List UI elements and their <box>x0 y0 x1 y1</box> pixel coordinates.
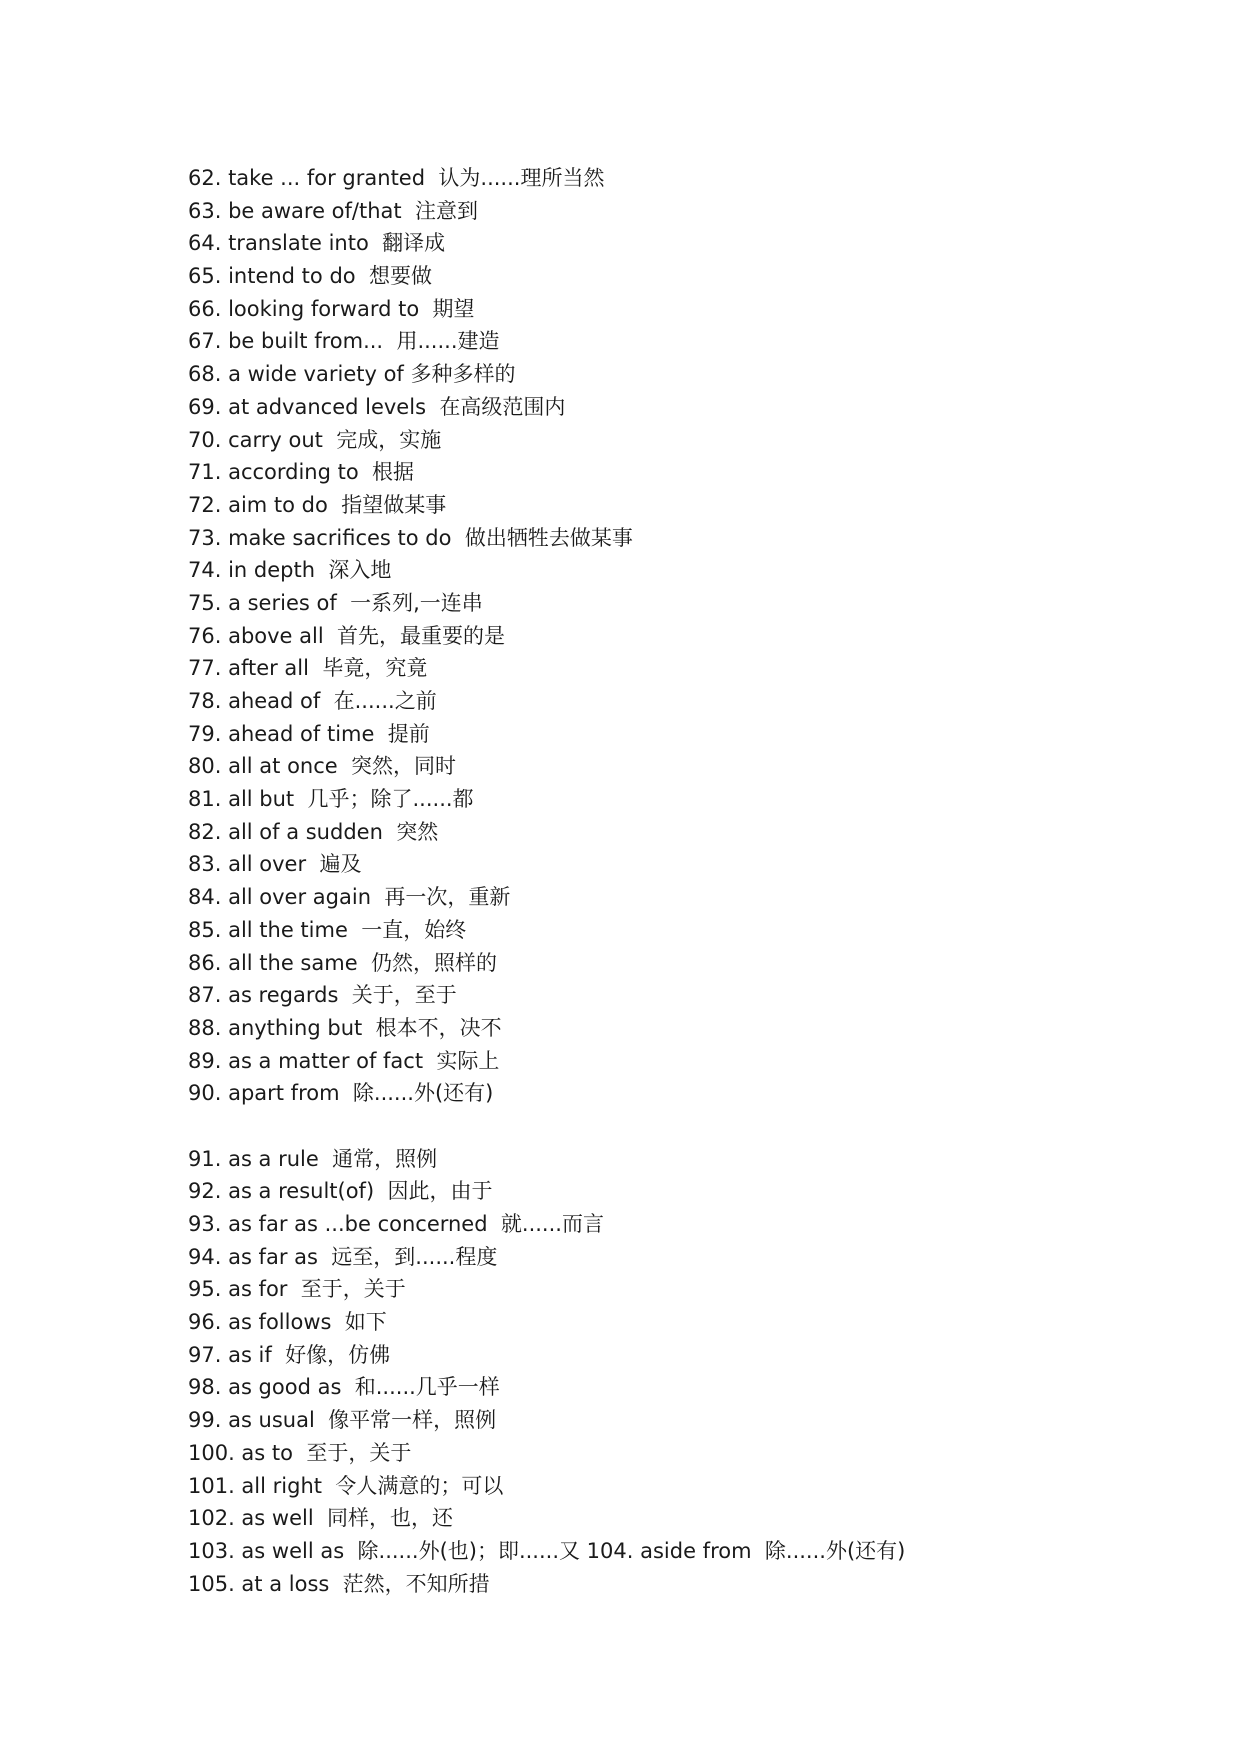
list-item: 97. as if 好像，仿佛 <box>188 1342 391 1367</box>
list-item: 87. as regards 关于，至于 <box>188 983 457 1008</box>
list-item: 91. as a rule 通常，照例 <box>188 1146 438 1171</box>
list-item: 69. at advanced levels 在高级范围内 <box>188 394 566 419</box>
list-item: 89. as a matter of fact 实际上 <box>188 1048 500 1073</box>
list-item: 86. all the same 仍然，照样的 <box>188 950 497 975</box>
list-item: 85. all the time 一直，始终 <box>188 917 467 942</box>
list-item: 93. as far as ...be concerned 就......而言 <box>188 1212 604 1236</box>
list-item: 68. a wide variety of 多种多样的 <box>188 362 516 387</box>
list-item: 99. as usual 像平常一样，照例 <box>188 1408 497 1433</box>
phrase-list <box>188 162 1188 1600</box>
list-item: 67. be built from... 用......建造 <box>188 329 500 354</box>
list-item: 80. all at once 突然，同时 <box>188 754 457 779</box>
list-item: 84. all over again 再一次，重新 <box>188 885 511 910</box>
list-item: 76. above all 首先，最重要的是 <box>188 623 506 648</box>
list-item: 101. all right 令人满意的；可以 <box>188 1473 504 1498</box>
list-item: 72. aim to do 指望做某事 <box>188 492 447 517</box>
list-item: 92. as a result(of) 因此，由于 <box>188 1179 493 1204</box>
list-item: 74. in depth 深入地 <box>188 558 392 583</box>
list-item: 90. apart from 除......外(还有) <box>188 1081 494 1106</box>
list-item: 95. as for 至于，关于 <box>188 1277 406 1302</box>
list-item: 75. a series of 一系列,一连串 <box>188 590 483 615</box>
list-item: 105. at a loss 茫然，不知所措 <box>188 1571 490 1596</box>
section-spacer <box>188 1110 1188 1143</box>
list-item: 78. ahead of 在......之前 <box>188 689 437 713</box>
list-item: 77. after all 毕竟，究竟 <box>188 656 428 681</box>
list-item: 102. as well 同样，也，还 <box>188 1506 454 1531</box>
list-item: 81. all but 几乎；除了......都 <box>188 787 474 812</box>
list-item: 62. take ... for granted 认为......理所当然 <box>188 166 605 190</box>
list-item: 79. ahead of time 提前 <box>188 721 430 746</box>
list-item: 103. as well as 除......外(也)；即......又 104. aside from 除......外(还有) <box>188 1538 906 1563</box>
list-item: 64. translate into 翻译成 <box>188 231 446 256</box>
list-item: 73. make sacrifices to do 做出牺牲去做某事 <box>188 525 633 550</box>
list-item: 63. be aware of/that 注意到 <box>188 198 478 223</box>
list-item: 88. anything but 根本不，决不 <box>188 1015 502 1040</box>
list-item: 98. as good as 和......几乎一样 <box>188 1375 500 1400</box>
list-item: 100. as to 至于，关于 <box>188 1440 412 1465</box>
list-item: 71. according to 根据 <box>188 460 415 485</box>
list-item: 70. carry out 完成，实施 <box>188 427 442 452</box>
list-item: 96. as follows 如下 <box>188 1310 387 1335</box>
list-item: 65. intend to do 想要做 <box>188 264 432 289</box>
list-item: 82. all of a sudden 突然 <box>188 819 439 844</box>
list-item: 66. looking forward to 期望 <box>188 296 475 321</box>
list-item: 83. all over 遍及 <box>188 852 362 877</box>
list-item: 94. as far as 远至，到......程度 <box>188 1244 498 1269</box>
